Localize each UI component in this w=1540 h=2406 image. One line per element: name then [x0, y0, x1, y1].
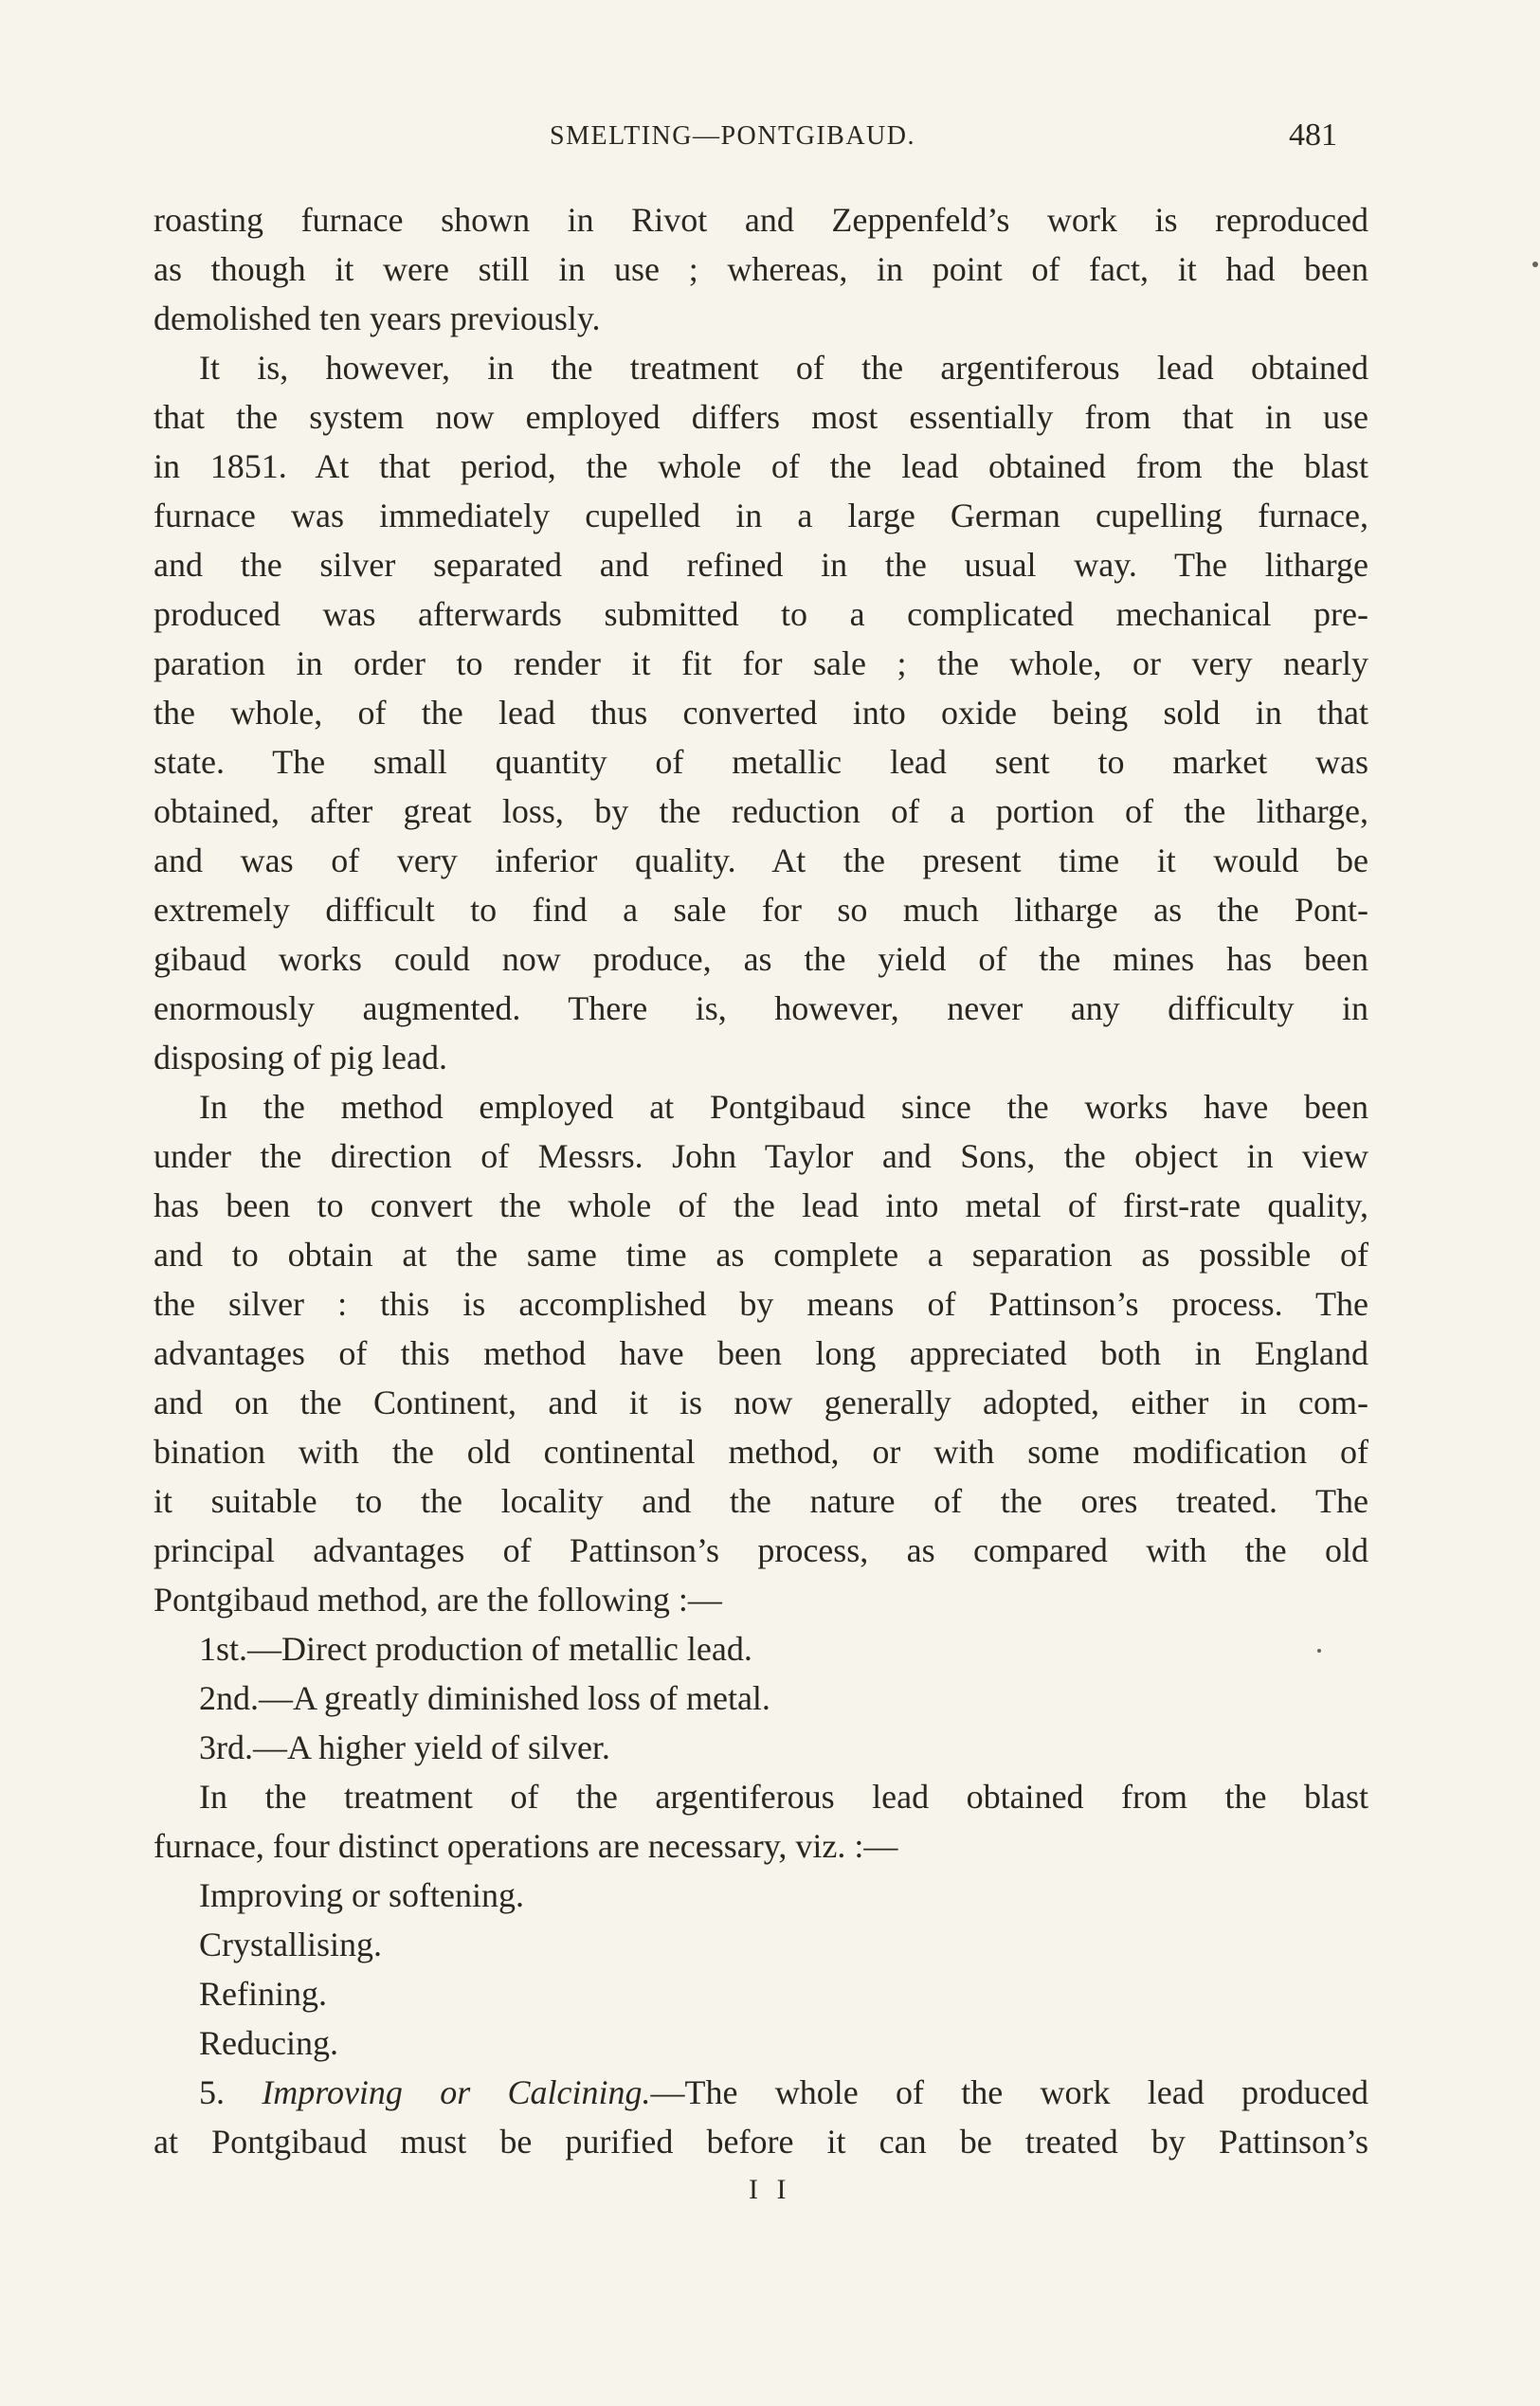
text-line: and the silver separated and refined in the usual way. The litharge [154, 546, 1368, 584]
text-line: disposing of pig lead. [154, 1039, 447, 1076]
text-line: demolished ten years previously. [154, 299, 601, 337]
section-number: 5. [199, 2073, 225, 2111]
section-title: Improving or Calcining. [262, 2073, 651, 2111]
text-line: state. The small quantity of metallic lead sent to market was [154, 743, 1368, 781]
text-line: bination with the old continental method, or with some modification of [154, 1433, 1368, 1471]
text-line: roasting furnace shown in Rivot and Zeppenfeld’s work is reproduced [154, 201, 1368, 239]
text-line: furnace was immediately cupelled in a large German cupelling furnace, [154, 497, 1368, 534]
text-line: advantages of this method have been long appreciated both in England [154, 1334, 1368, 1372]
text-line: the silver : this is accomplished by means of Pattinson’s process. The [154, 1285, 1368, 1323]
section-heading-line [154, 2068, 1368, 2117]
text-line: and was of very inferior quality. At the present time it would be [154, 841, 1368, 879]
text-line: and on the Continent, and it is now generally adopted, either in com- [154, 1384, 1368, 1421]
text-line: and to obtain at the same time as complete a separation as possible of [154, 1236, 1368, 1274]
list-item: 1st.—Direct production of metallic lead. [199, 1630, 752, 1668]
text-line: the whole, of the lead thus converted into oxide being sold in that [154, 694, 1368, 732]
text-line: produced was afterwards submitted to a complicated mechanical pre- [154, 595, 1368, 633]
text-line: Pontgibaud method, are the following :— [154, 1581, 722, 1619]
operation-item: Reducing. [199, 2024, 338, 2062]
running-head: SMELTING—PONTGIBAUD. [550, 121, 915, 151]
text-line: as though it were still in use ; whereas, in point of fact, it had been [154, 250, 1368, 288]
text-line: it suitable to the locality and the nature of the ores treated. The [154, 1482, 1368, 1520]
text-line: paration in order to render it fit for sale ; the whole, or very nearly [154, 644, 1368, 682]
list-item: 3rd.—A higher yield of silver. [199, 1728, 610, 1766]
body-text [154, 195, 1368, 2166]
paragraph-start-line: It is, however, in the treatment of the argentiferous lead obtained [199, 349, 1368, 387]
text-line: in 1851. At that period, the whole of the lead obtained from the blast [154, 447, 1368, 485]
section-text: —The whole of the work lead produced [650, 2073, 1368, 2111]
text-line: enormously augmented. There is, however, never any difficulty in [154, 989, 1368, 1027]
paragraph-start-line: In the treatment of the argentiferous lead obtained from the blast [199, 1778, 1368, 1816]
paragraph-start-line: In the method employed at Pontgibaud since the works have been [199, 1088, 1368, 1126]
operation-item: Crystallising. [199, 1926, 383, 1963]
text-line: at Pontgibaud must be purified before it can be treated by Pattinson’s [154, 2123, 1368, 2161]
ink-speck [1317, 1649, 1321, 1653]
text-line: under the direction of Messrs. John Taylor and Sons, the object in view [154, 1137, 1368, 1175]
ink-speck [1532, 262, 1538, 267]
text-line: that the system now employed differs most essentially from that in use [154, 398, 1368, 436]
page-number: 481 [1289, 118, 1337, 153]
signature-mark: I I [749, 2174, 792, 2205]
operation-item: Refining. [199, 1975, 327, 2013]
text-line: has been to convert the whole of the lead into metal of first-rate quality, [154, 1186, 1368, 1224]
text-line: obtained, after great loss, by the reduction of a portion of the litharge, [154, 792, 1368, 830]
list-item: 2nd.—A greatly diminished loss of metal. [199, 1679, 770, 1717]
text-line: gibaud works could now produce, as the yield of the mines has been [154, 940, 1368, 978]
text-line: principal advantages of Pattinson’s process, as compared with the old [154, 1531, 1368, 1569]
text-line: extremely difficult to find a sale for so much litharge as the Pont- [154, 891, 1368, 929]
operation-item: Improving or softening. [199, 1876, 524, 1914]
text-line: furnace, four distinct operations are necessary, viz. :— [154, 1827, 898, 1865]
